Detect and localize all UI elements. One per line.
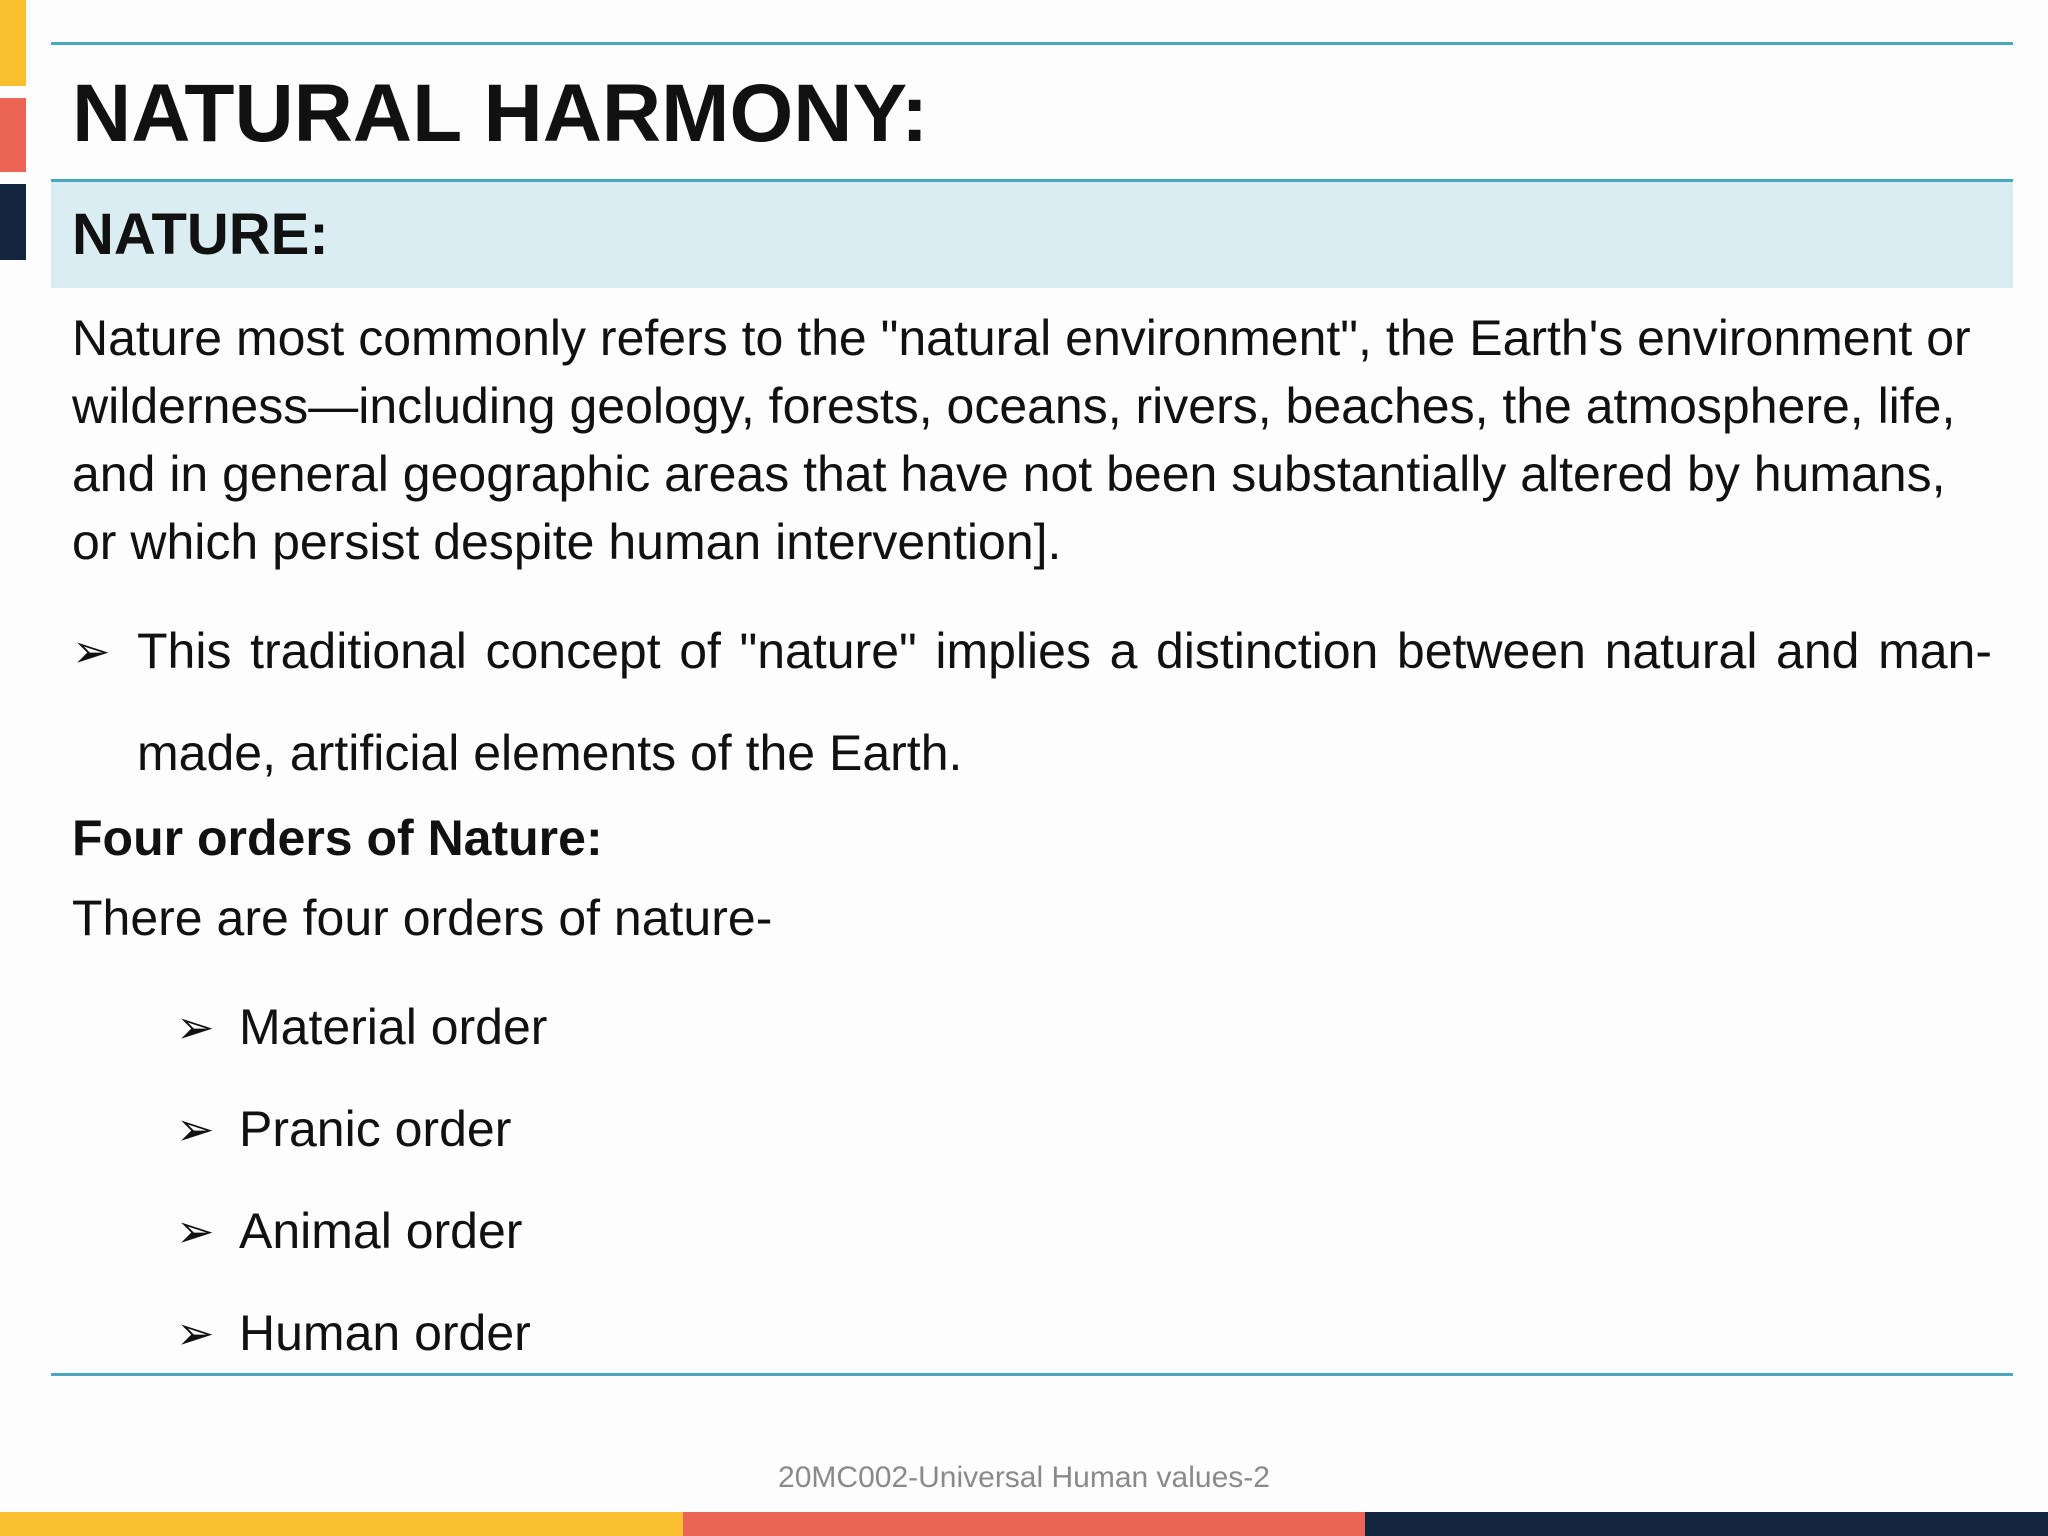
bottom-divider [51,1373,2013,1376]
section-heading: NATURE: [72,202,329,267]
accent-block-navy [0,184,26,260]
orders-list [176,976,547,1384]
list-item [176,976,547,1078]
bottom-bar-red [683,1512,1366,1536]
section-header-band [51,182,2013,288]
bottom-color-bar [0,1512,2048,1536]
arrow-bullet-icon: ➢ [176,1001,215,1053]
arrow-bullet-icon: ➢ [72,625,111,677]
list-item [176,1078,547,1180]
slide-title: NATURAL HARMONY: [72,68,929,159]
slide-footer: 20MC002-Universal Human values-2 [778,1461,1270,1494]
four-orders-intro: There are four orders of nature- [72,890,773,946]
bottom-bar-yellow [0,1512,683,1536]
list-item [176,1180,547,1282]
top-divider [51,42,2013,45]
accent-block-red [0,98,26,172]
tradition-bullet-text: This traditional concept of "nature" implies a distinction between natural and man-made, artificial elements of the Earth. [137,623,1992,781]
arrow-bullet-icon: ➢ [176,1103,215,1155]
order-label: Human order [239,1305,531,1361]
arrow-bullet-icon: ➢ [176,1205,215,1257]
accent-block-yellow [0,0,26,86]
order-label: Animal order [239,1203,523,1259]
order-label: Pranic order [239,1101,512,1157]
bottom-bar-navy [1365,1512,2048,1536]
nature-definition-paragraph: Nature most commonly refers to the "natural environment", the Earth's environment or wilderness—including geology, forests, oceans, rivers, beaches, the atmosphere, life, and in general geographic areas that have not been substantially altered by humans, or which persist despite human intervention]. [72,310,1971,570]
arrow-bullet-icon: ➢ [176,1307,215,1359]
list-item [176,1282,547,1384]
order-label: Material order [239,999,548,1055]
tradition-bullet [72,600,1992,804]
four-orders-heading: Four orders of Nature: [72,810,603,866]
